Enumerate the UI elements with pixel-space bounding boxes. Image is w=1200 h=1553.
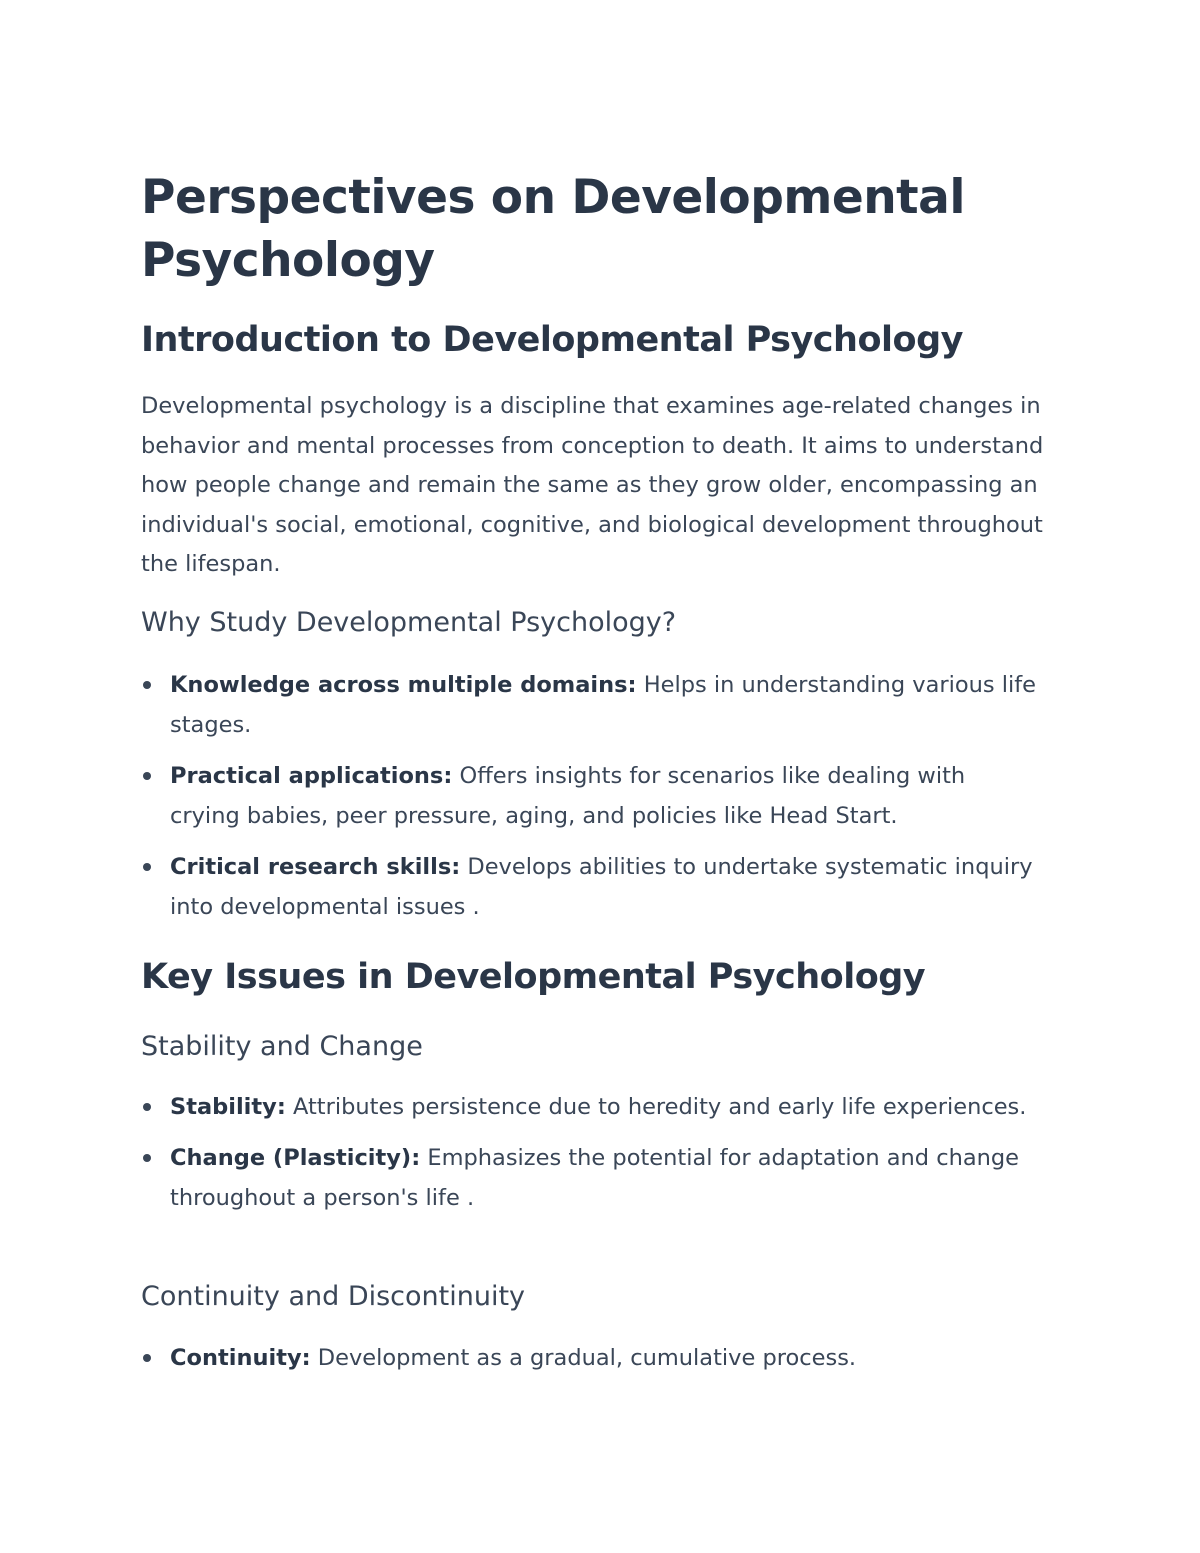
list-item-text: Emphasizes the potential for adaptation and change throughout a person's life . <box>170 1145 1020 1211</box>
section-heading-introduction: Introduction to Developmental Psychology <box>141 320 963 360</box>
list-item-text: Attributes persistence due to heredity and early life experiences. <box>285 1094 1027 1120</box>
why-study-list <box>141 665 1041 938</box>
continuity-list <box>141 1338 1041 1389</box>
subheading-stability-change: Stability and Change <box>141 1031 423 1062</box>
bullet-icon <box>143 1354 151 1362</box>
list-item-text: Development as a gradual, cumulative process. <box>310 1345 857 1371</box>
stability-change-list <box>141 1087 1041 1229</box>
list-item <box>141 1087 1041 1127</box>
list-item-term: Change (Plasticity) <box>170 1145 412 1171</box>
list-item-separator: : <box>627 672 637 698</box>
bullet-icon <box>143 681 151 689</box>
list-item-text: Offers insights for scenarios like dealing with crying babies, peer pressure, aging, and policies like Head Start. <box>170 763 966 829</box>
list-item <box>141 756 1041 836</box>
bullet-icon <box>143 863 151 871</box>
list-item-separator: : <box>411 1145 421 1171</box>
list-item-term: Practical applications <box>170 763 444 789</box>
section-heading-key-issues: Key Issues in Developmental Psychology <box>141 957 926 997</box>
introduction-paragraph: Developmental psychology is a discipline that examines age-related changes in behavior and mental processes from conception to death. It aims to understand how people change and remain the same as they grow older, encompassing an individual's social, emotional, cognitive, and biological development throughout the lifespan. <box>141 393 1044 577</box>
bullet-icon <box>143 1154 151 1162</box>
list-item-separator: : <box>301 1345 311 1371</box>
list-item-text: Develops abilities to undertake systematic inquiry into developmental issues . <box>170 854 1033 920</box>
list-item-separator: : <box>276 1094 286 1120</box>
list-item <box>141 847 1041 927</box>
list-item-separator: : <box>451 854 461 880</box>
subheading-why-study: Why Study Developmental Psychology? <box>141 607 677 638</box>
list-item-separator: : <box>443 763 453 789</box>
list-item-term: Stability <box>170 1094 277 1120</box>
list-item-term: Knowledge across multiple domains <box>170 672 628 698</box>
list-item <box>141 665 1041 745</box>
bullet-icon <box>143 1103 151 1111</box>
list-item-text: Helps in understanding various life stages. <box>170 672 1037 738</box>
document-title: Perspectives on Developmental Psychology <box>141 170 965 288</box>
list-item-term: Continuity <box>170 1345 302 1371</box>
bullet-icon <box>143 772 151 780</box>
list-item <box>141 1338 1041 1378</box>
list-item-term: Critical research skills <box>170 854 452 880</box>
list-item <box>141 1138 1041 1218</box>
subheading-continuity: Continuity and Discontinuity <box>141 1281 526 1312</box>
